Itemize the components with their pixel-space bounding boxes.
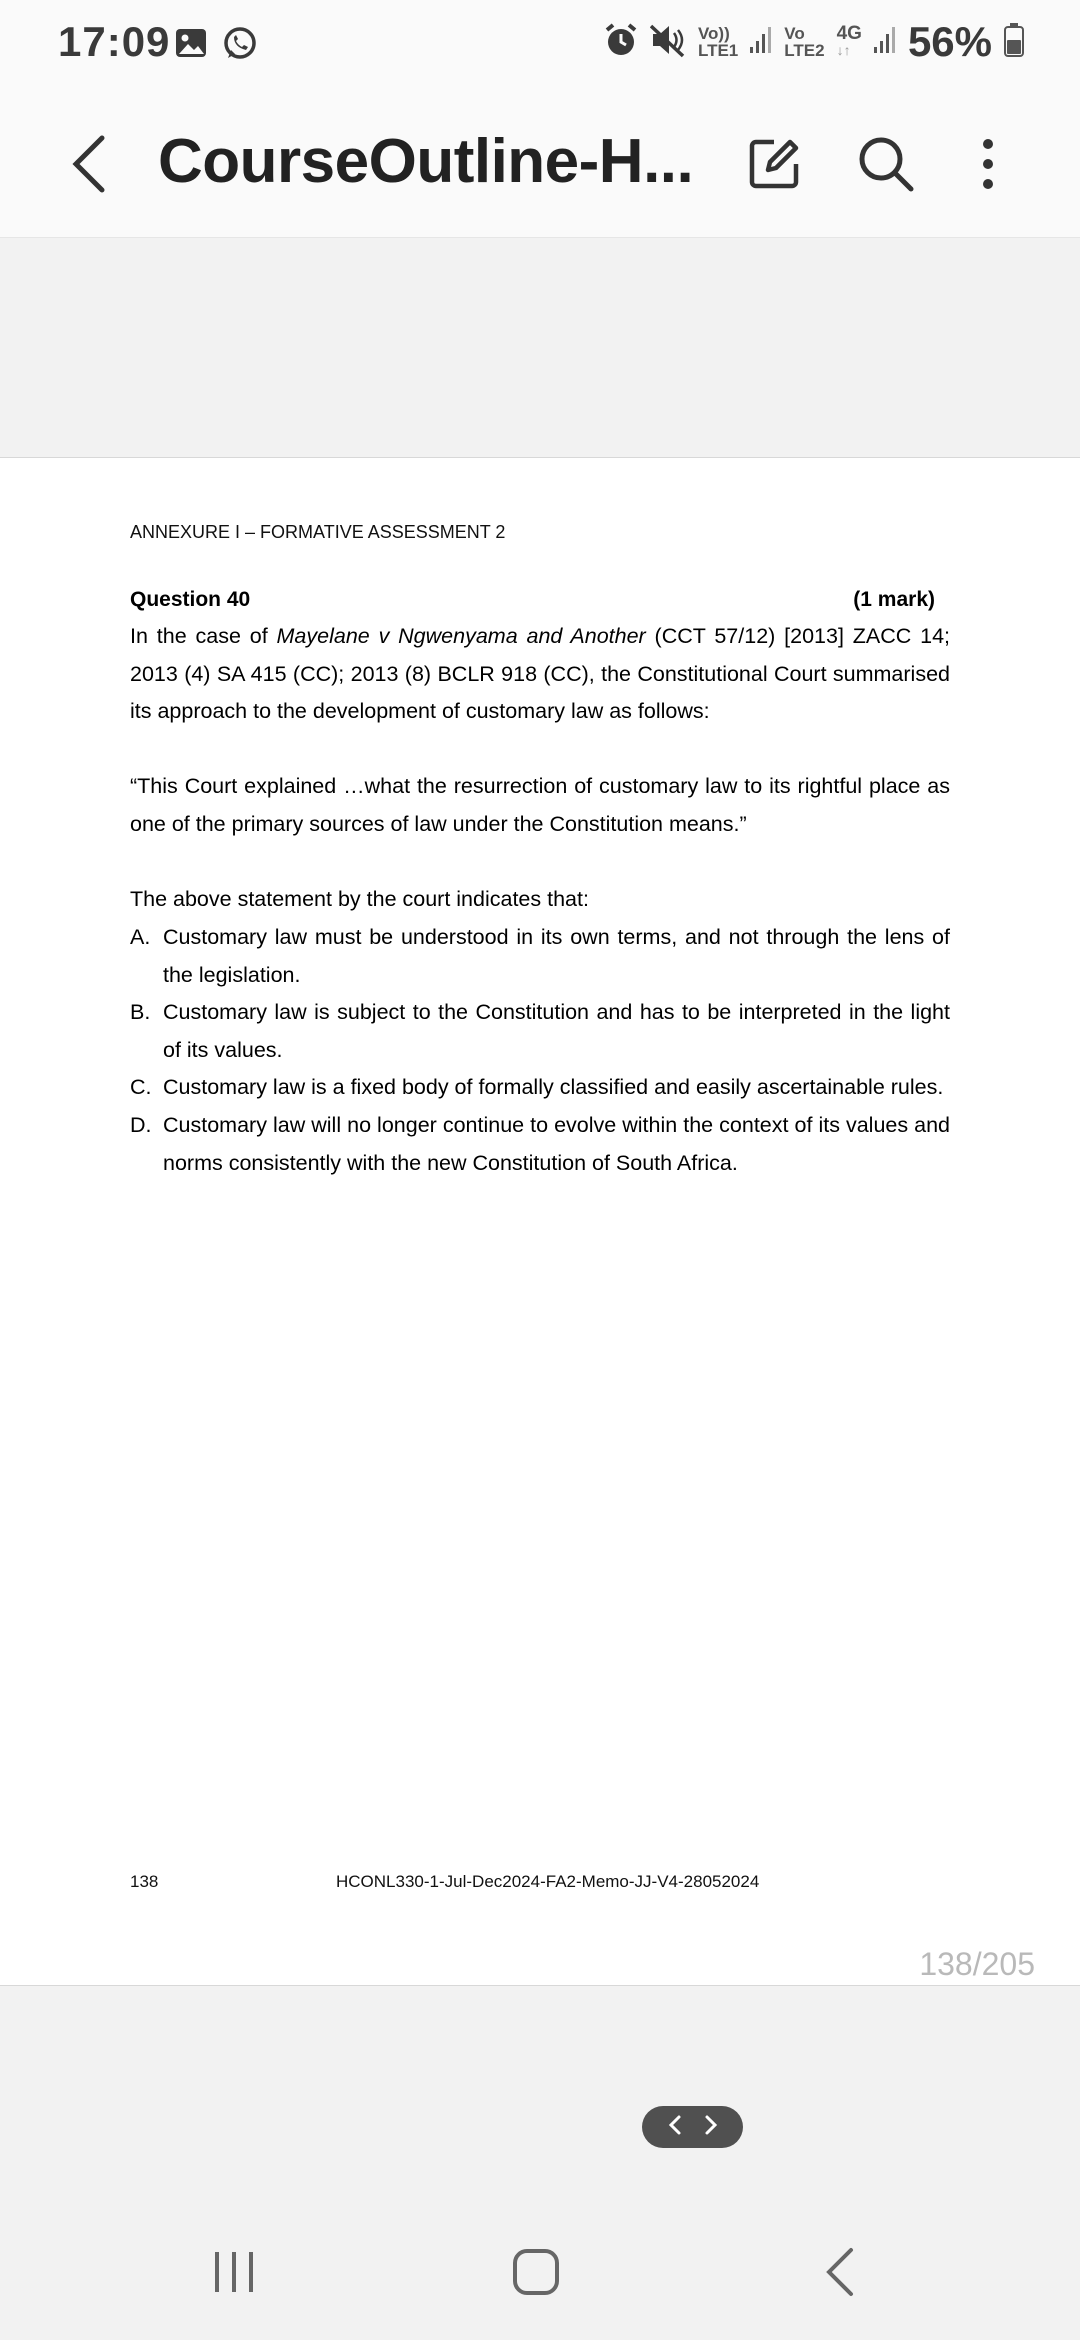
status-bar bbox=[0, 0, 1080, 90]
edit-icon bbox=[746, 136, 802, 192]
sim2-volte: Vo bbox=[784, 24, 805, 43]
intro-before-case: In the case of bbox=[130, 624, 277, 648]
option-text: Customary law will no longer continue to evolve within the context of its values and norms consistently with the new Constitution of South Africa. bbox=[163, 1113, 950, 1175]
status-right-icons bbox=[604, 18, 1024, 66]
gallery-icon bbox=[174, 26, 208, 67]
page-number: 138 bbox=[130, 1872, 159, 1891]
previous-page-icon bbox=[668, 2114, 682, 2136]
alarm-icon bbox=[604, 22, 638, 63]
option-d[interactable] bbox=[130, 1107, 950, 1182]
edit-button[interactable] bbox=[736, 124, 812, 204]
option-letter: B. bbox=[130, 1000, 151, 1024]
court-quote: “This Court explained …what the resurrection of customary law to its rightful place as one of the primary sources of law under the Constitution means.” bbox=[130, 774, 950, 836]
previous-page-button[interactable] bbox=[668, 2114, 682, 2141]
option-a[interactable] bbox=[130, 919, 950, 994]
next-page-button[interactable] bbox=[704, 2114, 718, 2141]
more-options-button[interactable] bbox=[950, 124, 1026, 204]
sim1-lte: LTE1 bbox=[697, 41, 739, 60]
question-mark: (1 mark) bbox=[853, 588, 935, 611]
sim1-volte: Vo)) bbox=[697, 24, 730, 43]
sim1-indicator bbox=[698, 25, 738, 59]
system-back-icon bbox=[825, 2247, 855, 2297]
question-heading bbox=[130, 588, 935, 612]
option-text: Customary law is a fixed body of formally classified and easily ascertainable rules. bbox=[163, 1075, 944, 1099]
back-button[interactable] bbox=[60, 126, 116, 202]
intro-after-case: (CCT 57/12) [2013] ZACC 14; 2013 (4) SA 415 (CC); 2013 (8) BCLR 918 (CC), the Constitutional Court summarised its approach to the development of customary law as follows: bbox=[130, 624, 951, 723]
document-title: CourseOutline-H... bbox=[158, 127, 694, 196]
recent-apps-icon bbox=[213, 2250, 255, 2294]
network-type-indicator bbox=[837, 25, 862, 59]
status-left-icons bbox=[174, 26, 258, 67]
option-text: Customary law must be understood in its own terms, and not through the lens of the legislation. bbox=[163, 925, 950, 987]
page-counter: 138/205 bbox=[919, 1946, 1035, 1982]
sim2-lte: LTE2 bbox=[784, 41, 825, 60]
network-type: 4G bbox=[836, 23, 862, 44]
question-intro bbox=[130, 618, 950, 731]
option-c[interactable] bbox=[130, 1069, 950, 1107]
search-button[interactable] bbox=[848, 124, 924, 204]
sim2-indicator bbox=[784, 25, 824, 59]
battery-icon bbox=[1004, 23, 1024, 62]
status-time: 17:09 bbox=[58, 18, 171, 65]
data-arrows-icon: ↓↑ bbox=[836, 42, 851, 58]
home-button[interactable] bbox=[496, 2242, 576, 2302]
signal-icon-2 bbox=[874, 25, 896, 60]
option-b[interactable] bbox=[130, 994, 950, 1069]
question-prompt: The above statement by the court indicates that: bbox=[130, 887, 589, 911]
question-label: Question 40 bbox=[130, 588, 251, 611]
signal-icon bbox=[750, 25, 772, 60]
battery-percent: 56% bbox=[907, 18, 992, 65]
option-letter: A. bbox=[130, 925, 151, 949]
option-text: Customary law is subject to the Constitution and has to be interpreted in the light of its values. bbox=[163, 1000, 950, 1062]
option-letter: D. bbox=[130, 1113, 152, 1137]
document-footer-code: HCONL330-1-Jul-Dec2024-FA2-Memo-JJ-V4-28052024 bbox=[336, 1872, 760, 1891]
more-icon bbox=[978, 136, 998, 192]
next-page-icon bbox=[704, 2114, 718, 2136]
back-icon bbox=[68, 134, 108, 194]
document-page bbox=[0, 458, 1080, 1986]
search-icon bbox=[857, 135, 915, 193]
case-name: Mayelane v Ngwenyama and Another bbox=[276, 624, 646, 648]
page-navigation-pill bbox=[642, 2106, 743, 2148]
app-toolbar bbox=[0, 90, 1080, 238]
whatsapp-icon bbox=[222, 26, 258, 67]
annexure-heading: ANNEXURE I – FORMATIVE ASSESSMENT 2 bbox=[130, 522, 506, 542]
mute-icon bbox=[650, 22, 686, 63]
system-back-button[interactable] bbox=[800, 2242, 880, 2302]
home-icon bbox=[512, 2248, 560, 2296]
option-letter: C. bbox=[130, 1075, 152, 1099]
recent-apps-button[interactable] bbox=[194, 2242, 274, 2302]
viewer-background bbox=[0, 238, 1080, 458]
system-navigation-bar bbox=[0, 2200, 1080, 2340]
